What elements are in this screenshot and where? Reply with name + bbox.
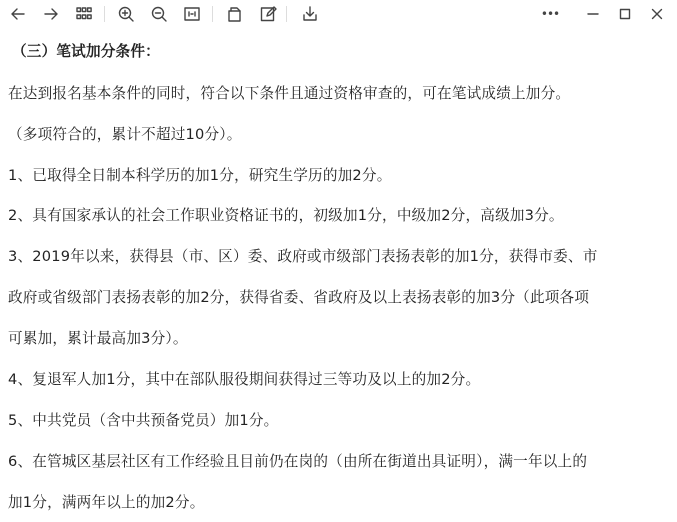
save-icon[interactable] [299,3,321,25]
list-item: 4、复退军人加1分，其中在部队服役期间获得过三等功及以上的加2分。 [8,371,481,388]
more-label: ••• [540,7,560,21]
more-icon[interactable] [537,3,563,25]
list-item: 1、已取得全日制本科学历的加1分，研究生学历的加2分。 [8,167,392,184]
list-item-continuation: 政府或省级部门表扬表彰的加2分，获得省委、省政府及以上表扬表彰的加3分（此项各项 [8,289,590,306]
list-item: 3、2019年以来，获得县（市、区）委、政府或市级部门表扬表彰的加1分，获得市委、市 [8,248,598,265]
zoom-out-icon[interactable] [148,3,170,25]
list-item: 2、具有国家承认的社会工作职业资格证书的，初级加1分，中级加2分，高级加3分。 [8,207,564,224]
toolbar-divider [104,6,105,22]
list-item-continuation: 加1分，满两年以上的加2分。 [8,494,205,511]
minimize-icon[interactable] [582,3,604,25]
grid-icon[interactable] [73,3,95,25]
list-item-continuation: 可累加，累计最高加3分）。 [8,330,188,347]
viewer-toolbar [0,0,677,28]
list-item: 6、在管城区基层社区有工作经验且目前仍在岗的（由所在街道出具证明），满一年以上的 [8,453,588,470]
paragraph-line: 在达到报名基本条件的同时，符合以下条件且通过资格审查的，可在笔试成绩上加分。 [8,85,571,102]
toolbar-divider [286,6,287,22]
fit-page-icon[interactable] [181,3,203,25]
edit-icon[interactable] [257,3,279,25]
maximize-icon[interactable] [614,3,636,25]
paragraph-line: （多项符合的，累计不超过10分）。 [8,126,242,143]
forward-arrow-icon[interactable] [40,3,62,25]
list-item: 5、中共党员（含中共预备党员）加1分。 [8,412,279,429]
close-icon[interactable] [646,3,668,25]
zoom-in-icon[interactable] [115,3,137,25]
rotate-icon[interactable] [224,3,246,25]
back-arrow-icon[interactable] [7,3,29,25]
toolbar-divider [212,6,213,22]
section-heading: （三）笔试加分条件： [12,43,160,60]
